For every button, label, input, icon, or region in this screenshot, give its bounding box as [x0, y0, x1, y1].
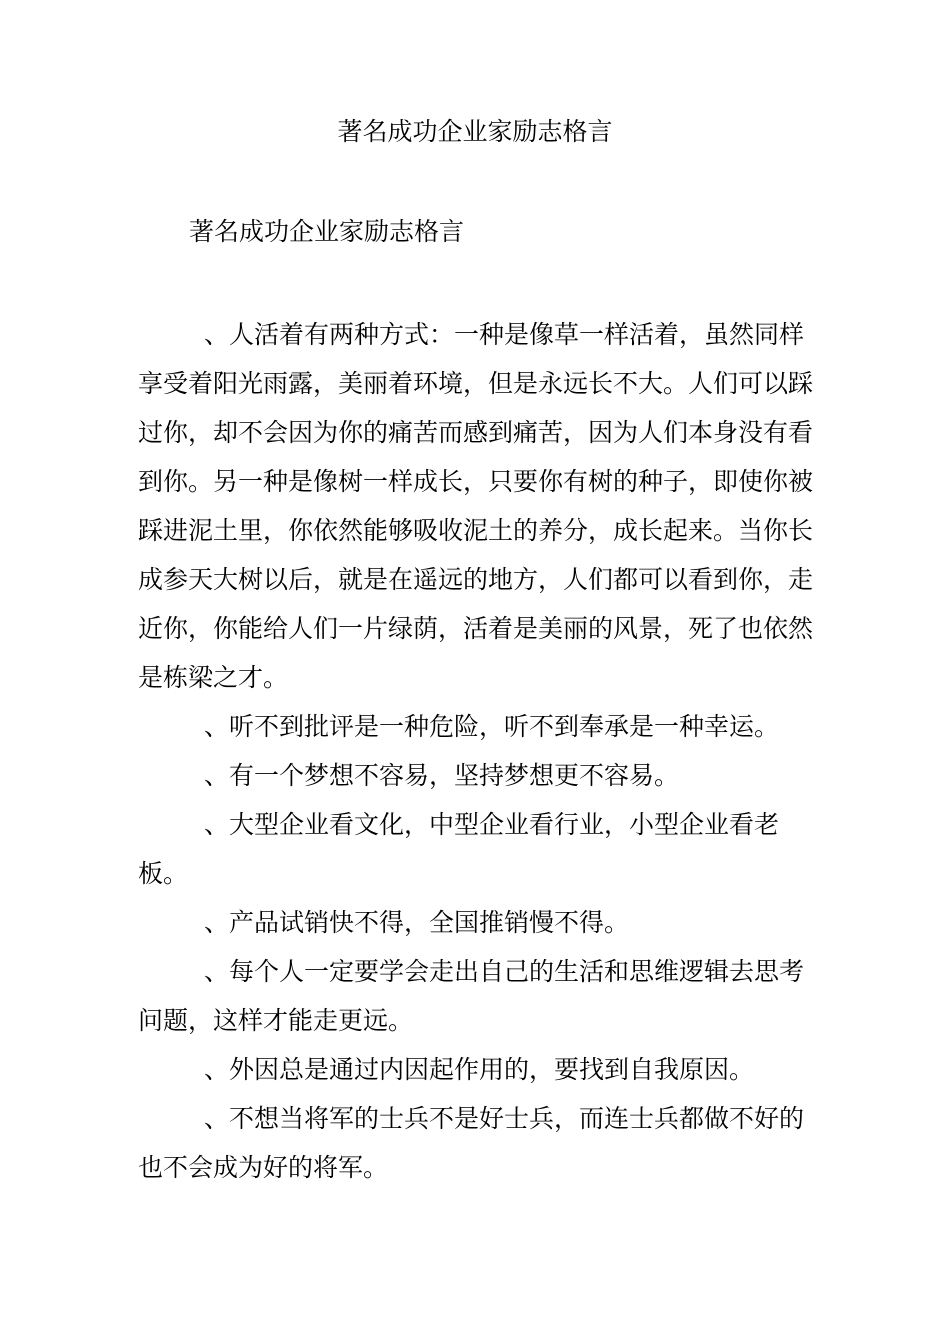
- quote-item: 、大型企业看文化，中型企业看行业，小型企业看老板。: [138, 810, 780, 888]
- document-subtitle: 著名成功企业家励志格言: [189, 217, 465, 246]
- quote-item: 、不想当将军的士兵不是好士兵，而连士兵都做不好的也不会成为好的将军。: [138, 1104, 805, 1182]
- quote-item: 、每个人一定要学会走出自己的生活和思维逻辑去思考问题，这样才能走更远。: [138, 957, 805, 1035]
- quote-item: 、人活着有两种方式：一种是像草一样活着，虽然同样享受着阳光雨露，美丽着环境，但是永远长不大。人们可以踩过你，却不会因为你的痛苦而感到痛苦，因为人们本身没有看到你。另一种是像树一样成长，只要你有树的种子，即使你被踩进泥土里，你依然能够吸收泥土的养分，成长起来。当你长成参天大树以后，就是在遥远的地方，人们都可以看到你，走近你，你能给人们一片绿荫，活着是美丽的风景，死了也依然是栋梁之才。: [138, 320, 814, 692]
- quote-item: 、听不到批评是一种危险，听不到奉承是一种幸运。: [204, 712, 780, 741]
- quote-item: 、外因总是通过内因起作用的，要找到自我原因。: [204, 1055, 755, 1084]
- quote-item: 、产品试销快不得，全国推销慢不得。: [204, 908, 630, 937]
- document-title: 著名成功企业家励志格言: [337, 117, 613, 146]
- quote-item: 、有一个梦想不容易，坚持梦想更不容易。: [204, 761, 680, 790]
- quote-list: [138, 310, 822, 1192]
